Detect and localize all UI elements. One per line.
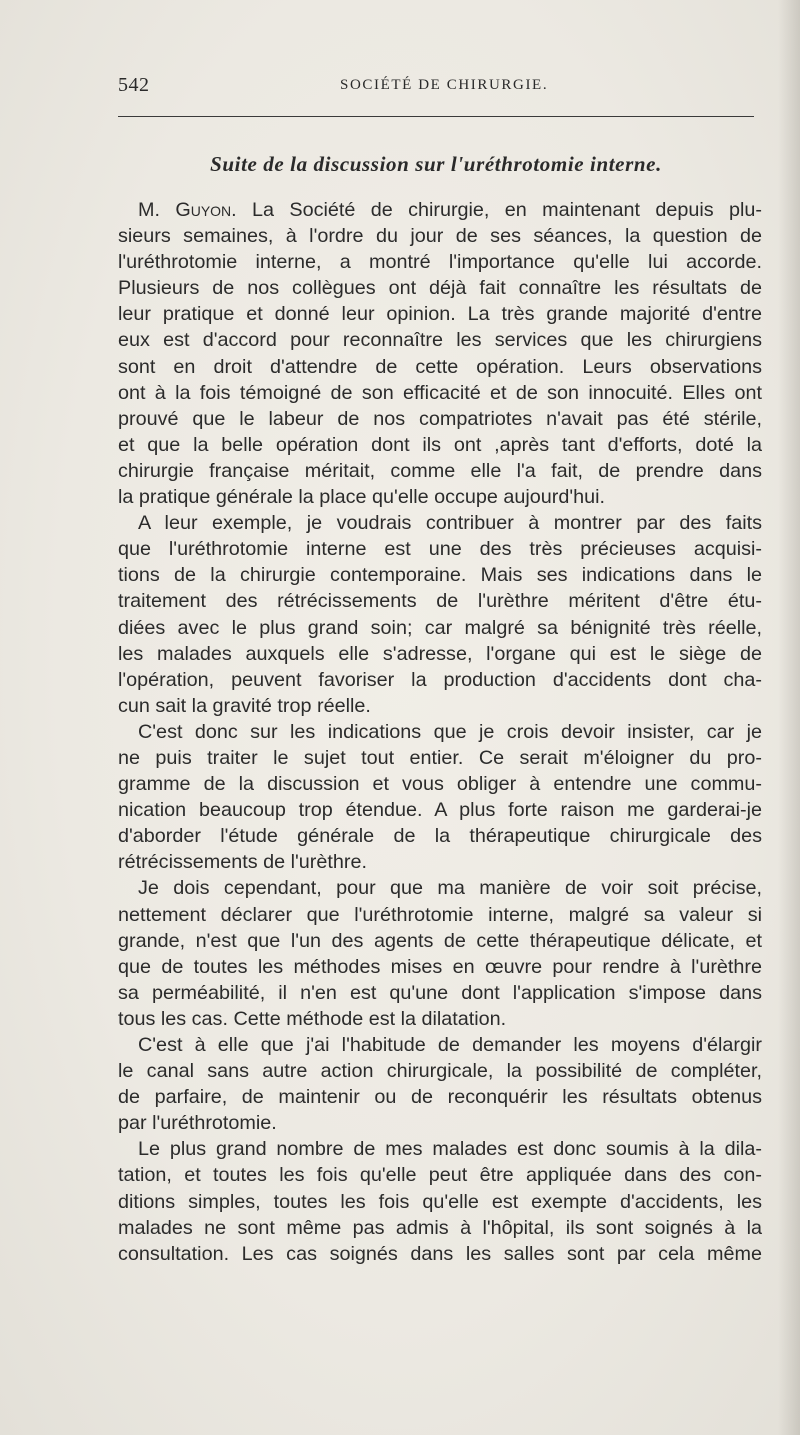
body-text xyxy=(118,197,762,1267)
text-line: Le plus grand nombre de mes malades est donc soumis à la dila- xyxy=(138,1138,762,1161)
text-line: tous les cas. Cette méthode est la dilatation. xyxy=(118,1007,507,1030)
text-line: Plusieurs de nos collègues ont déjà fait connaître les résultats de xyxy=(118,277,762,300)
speaker-prefix: M. xyxy=(138,199,176,221)
speaker-name: Guyon xyxy=(175,199,232,221)
text-line: gramme de la discussion et vous obliger à entendre une commu- xyxy=(118,773,762,796)
paragraph-1 xyxy=(118,197,762,510)
paragraph-3 xyxy=(118,719,762,876)
page-edge-shadow xyxy=(778,0,800,1435)
text-line: C'est à elle que j'ai l'habitude de demander les moyens d'élargir xyxy=(138,1034,762,1056)
paragraph-5 xyxy=(118,1032,762,1136)
text-line: nettement déclarer que l'uréthrotomie interne, malgré sa valeur si xyxy=(118,903,762,926)
text-line: que l'uréthrotomie interne est une des très précieuses acquisi- xyxy=(118,538,762,561)
text-line: A leur exemple, je voudrais contribuer à montrer par des faits xyxy=(138,512,762,535)
text-line: l'uréthrotomie interne, a montré l'importance qu'elle lui accorde. xyxy=(118,251,762,274)
text-line: malades ne sont même pas admis à l'hôpital, ils sont soignés à la xyxy=(118,1216,762,1239)
section-title: Suite de la discussion sur l'uréthrotomie interne. xyxy=(210,152,662,176)
text-line: tation, et toutes les fois qu'elle peut être appliquée dans des con- xyxy=(118,1164,762,1187)
text-line: sont en droit d'attendre de cette opération. Leurs observations xyxy=(118,355,762,378)
text-line: chirurgie française méritait, comme elle l'a fait, de prendre dans xyxy=(118,459,762,482)
text-line: ditions simples, toutes les fois qu'elle est exempte d'accidents, les xyxy=(118,1190,762,1213)
text-line: le canal sans autre action chirurgicale, la possibilité de compléter, xyxy=(118,1060,762,1083)
text-line: ne puis traiter le sujet tout entier. Ce serait m'éloigner du pro- xyxy=(118,746,762,769)
text-line: diées avec le plus grand soin; car malgré sa bénignité très réelle, xyxy=(118,616,762,639)
text-line: sieurs semaines, à l'ordre du jour de ses séances, la question de xyxy=(118,225,762,248)
text-line: tions de la chirurgie contemporaine. Mais ses indications dans le xyxy=(118,564,762,587)
page-number: 542 xyxy=(118,74,150,96)
running-head: SOCIÉTÉ DE CHIRURGIE. xyxy=(340,77,549,93)
text-line: cun sait la gravité trop réelle. xyxy=(118,694,371,717)
text-line: l'opération, peuvent favoriser la production d'accidents dont cha- xyxy=(118,668,762,691)
text-line: et que la belle opération dont ils ont ,après tant d'efforts, doté la xyxy=(118,433,762,456)
text-line: leur pratique et donné leur opinion. La très grande majorité d'entre xyxy=(118,303,762,326)
text-line: d'aborder l'étude générale de la thérapeutique chirurgicale des xyxy=(118,825,762,848)
text-line: eux est d'accord pour reconnaître les services que les chirurgiens xyxy=(118,329,762,352)
text-line: M. Guyon. La Société de chirurgie, en maintenant depuis plu- xyxy=(138,199,762,221)
text-line: ont à la fois témoigné de son efficacité et de son innocuité. Elles ont xyxy=(118,381,762,404)
text-line: que de toutes les méthodes mises en œuvre pour rendre à l'urèthre xyxy=(118,955,762,978)
text-line: prouvé que le labeur de nos compatriotes n'avait pas été stérile, xyxy=(118,407,762,430)
text-line: traitement des rétrécissements de l'urèthre méritent d'être étu- xyxy=(118,590,762,613)
page-header xyxy=(118,74,758,98)
text-line: C'est donc sur les indications que je crois devoir insister, car je xyxy=(138,720,762,743)
speaker-suffix: . xyxy=(231,199,237,221)
text-line: la pratique générale la place qu'elle occupe aujourd'hui. xyxy=(118,486,606,509)
text-line: de parfaire, de maintenir ou de reconquérir les résultats obtenus xyxy=(118,1086,762,1109)
text-line: rétrécissements de l'urèthre. xyxy=(118,851,367,874)
paragraph-6 xyxy=(118,1136,762,1266)
text-line: nication beaucoup trop étendue. A plus forte raison me garderai-je xyxy=(118,799,762,822)
text-line: par l'uréthrotomie. xyxy=(118,1112,277,1135)
header-rule xyxy=(118,116,754,117)
paragraph-2 xyxy=(118,510,762,719)
text-line: sa perméabilité, il n'en est qu'une dont l'application s'impose dans xyxy=(118,981,762,1004)
text-line: Je dois cependant, pour que ma manière de voir soit précise, xyxy=(138,877,762,900)
text-line: les malades auxquels elle s'adresse, l'organe qui est le siège de xyxy=(118,642,762,665)
text-line: grande, n'est que l'un des agents de cette thérapeutique délicate, et xyxy=(118,929,762,952)
paragraph-4 xyxy=(118,875,762,1032)
text-line: consultation. Les cas soignés dans les salles sont par cela même xyxy=(118,1242,762,1265)
